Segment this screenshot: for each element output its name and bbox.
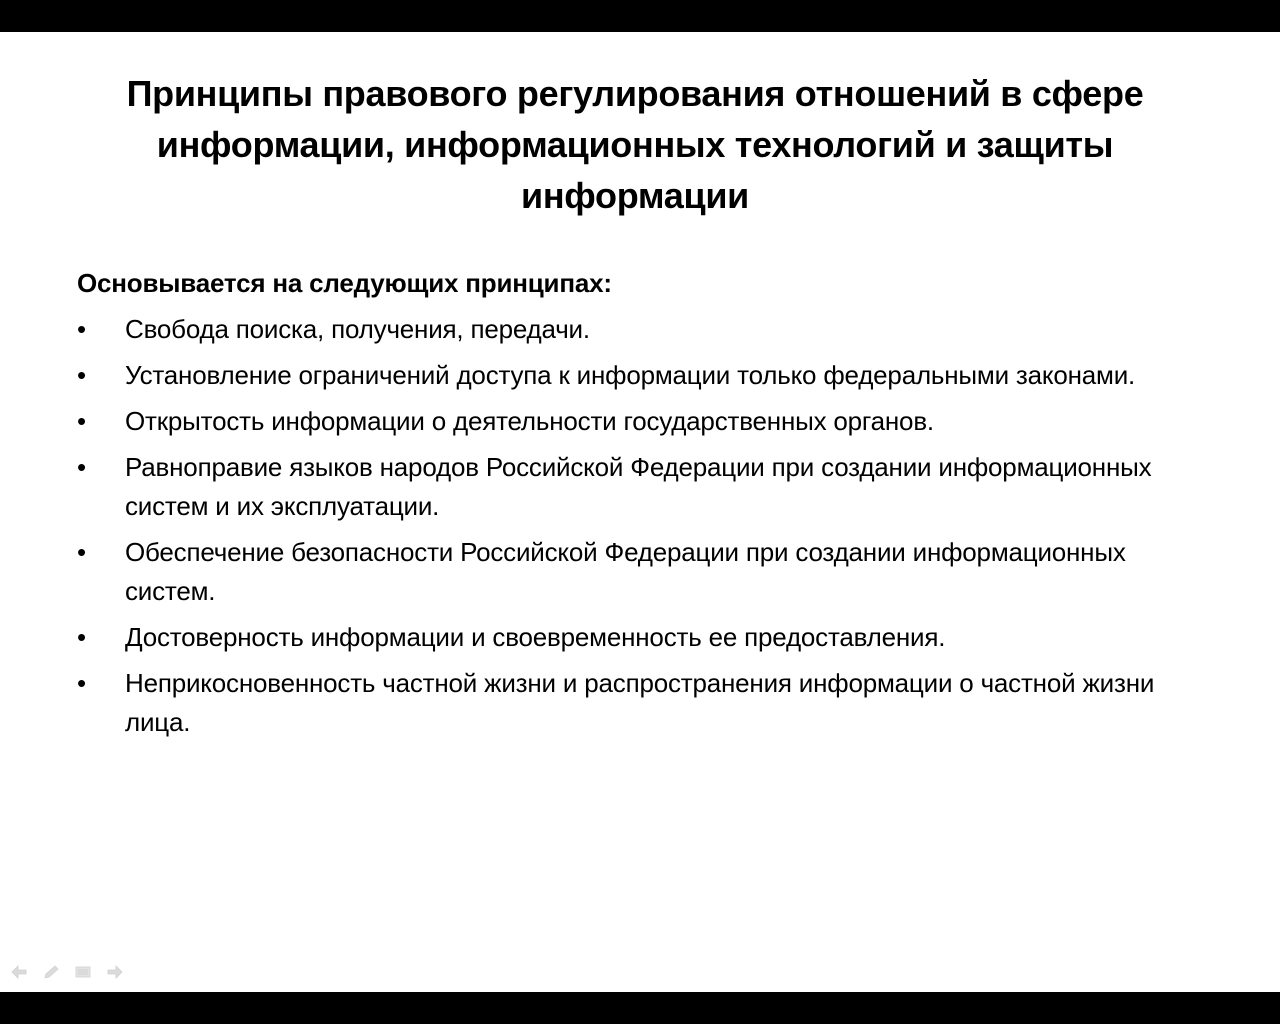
bullet-glyph: •	[77, 360, 86, 390]
menu-icon	[74, 964, 92, 980]
slide-content	[77, 264, 1177, 749]
list-item	[77, 618, 1177, 657]
arrow-right-icon	[106, 964, 124, 980]
list-item-text: Неприкосновенность частной жизни и распространения информации о частной жизни лица.	[125, 668, 1155, 737]
arrow-left-icon	[10, 964, 28, 980]
bullet-list	[77, 310, 1177, 742]
next-slide-button[interactable]	[104, 961, 126, 983]
list-item	[77, 448, 1177, 526]
list-item-text: Открытость информации о деятельности государственных органов.	[125, 406, 934, 436]
slide-title: Принципы правового регулирования отношений в сфере информации, информационных технологий и защиты информации	[126, 73, 1144, 216]
list-item-text: Обеспечение безопасности Российской Федерации при создании информационных систем.	[125, 537, 1126, 606]
pen-button[interactable]	[40, 961, 62, 983]
list-item	[77, 356, 1177, 395]
list-item	[77, 533, 1177, 611]
list-item	[77, 402, 1177, 441]
slide	[0, 32, 1280, 992]
bullet-glyph: •	[77, 406, 86, 436]
list-item-text: Установление ограничений доступа к информации только федеральными законами.	[125, 360, 1136, 390]
intro-text: Основывается на следующих принципах:	[77, 268, 612, 298]
list-item-text: Свобода поиска, получения, передачи.	[125, 314, 590, 344]
bullet-glyph: •	[77, 622, 86, 652]
bullet-glyph: •	[77, 314, 86, 344]
list-item	[77, 310, 1177, 349]
previous-slide-button[interactable]	[8, 961, 30, 983]
list-item-text: Достоверность информации и своевременность ее предоставления.	[125, 622, 946, 652]
letterbox-top	[0, 0, 1280, 32]
bullet-glyph: •	[77, 668, 86, 698]
bullet-glyph: •	[77, 452, 86, 482]
list-item	[77, 664, 1177, 742]
list-item-text: Равноправие языков народов Российской Федерации при создании информационных систем и их эксплуатации.	[125, 452, 1152, 521]
letterbox-bottom	[0, 992, 1280, 1024]
pen-icon	[42, 964, 60, 980]
slideshow-toolbar	[8, 960, 126, 984]
bullet-glyph: •	[77, 537, 86, 567]
menu-button[interactable]	[72, 961, 94, 983]
